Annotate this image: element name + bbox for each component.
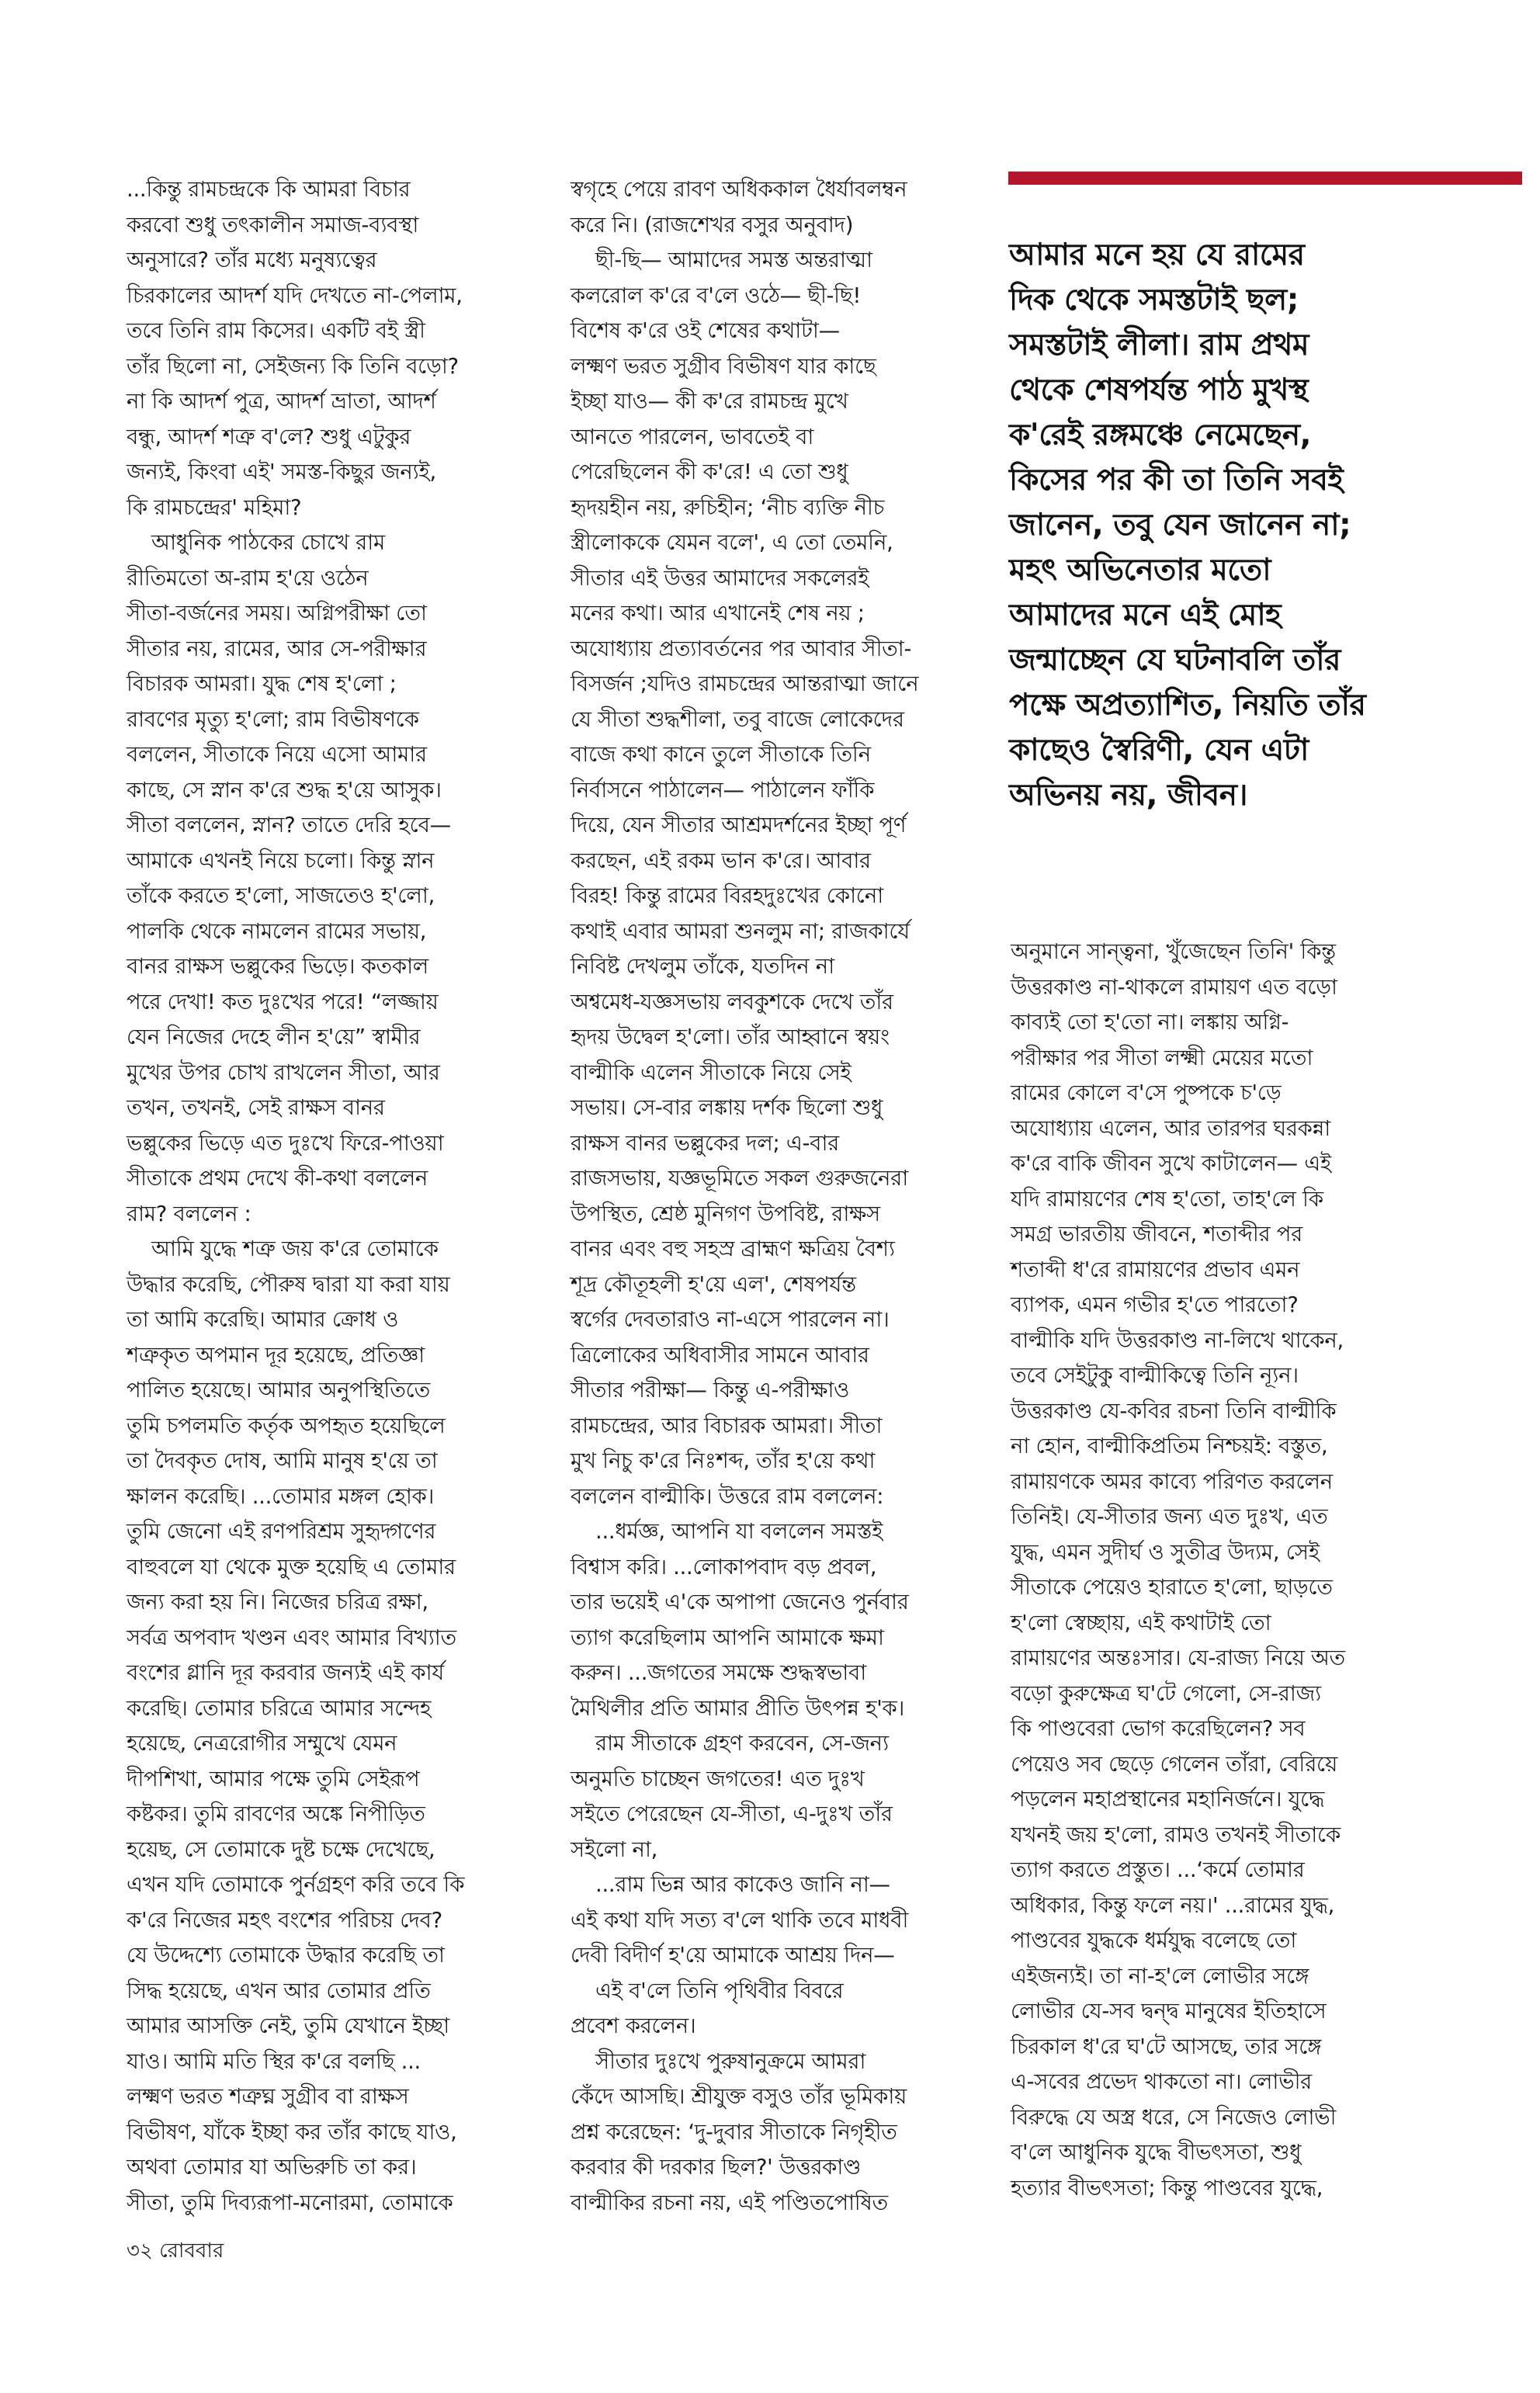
text-line: হয়েছ, সে তোমাকে দুষ্ট চক্ষে দেখেছে, bbox=[127, 1836, 435, 1862]
text-line: বিশ্বাস করি। ...লোকাপবাদ বড় প্রবল, bbox=[571, 1554, 877, 1580]
paragraph-start-line: রাম সীতাকে গ্রহণ করবেন, সে-জন্য bbox=[595, 1731, 889, 1756]
article-column-left bbox=[127, 172, 546, 2221]
paragraph-start-line: ছী-ছি— আমাদের সমস্ত অন্তরাত্মা bbox=[595, 248, 872, 272]
text-line: বানর এবং বহু সহস্র ব্রাহ্মণ ক্ষত্রিয় বৈশ্য bbox=[571, 1236, 895, 1261]
pull-quote-line: থেকে শেষপর্যন্ত পাঠ মুখস্থ bbox=[1009, 373, 1309, 408]
pull-quote-line: অভিনয় নয়, জীবন। bbox=[1009, 778, 1247, 813]
text-line: করবার কী দরকার ছিল?' উত্তরকাণ্ড bbox=[571, 2155, 862, 2180]
text-line: রামচন্দ্রের, আর বিচারক আমরা। সীতা bbox=[571, 1413, 883, 1438]
text-line: লোভীর যে-সব দ্বন্দ্ব মানুষের ইতিহাসে bbox=[1011, 1999, 1327, 2024]
text-line: তাঁকে করতে হ'লো, সাজতেও হ'লো, bbox=[127, 883, 435, 908]
text-line: ক্ষালন করেছি। ...তোমার মঙ্গল হোক। bbox=[127, 1483, 435, 1509]
text-line: ত্যাগ করেছিলাম আপনি আমাকে ক্ষমা bbox=[571, 1625, 884, 1650]
text-line: হত্যার বীভৎসতা; কিন্তু পাণ্ডবের যুদ্ধে, bbox=[1011, 2175, 1323, 2201]
text-line: না কি আদর্শ পুত্র, আদর্শ ভ্রাতা, আদর্শ bbox=[127, 389, 436, 414]
text-line: দিয়ে, যেন সীতার আশ্রমদর্শনের ইচ্ছা পূর্ণ bbox=[571, 813, 907, 838]
text-line: কি পাণ্ডবেরা ভোগ করেছিলেন? সব bbox=[1011, 1716, 1306, 1741]
text-line: তবে তিনি রাম কিসের। একটি বই স্ত্রী bbox=[127, 318, 425, 343]
text-line: শূদ্র কৌতূহলী হ'য়ে এল', শেষপর্যন্ত bbox=[571, 1271, 856, 1297]
text-line: পালকি থেকে নামলেন রামের সভায়, bbox=[127, 918, 427, 944]
text-line: পরীক্ষার পর সীতা লক্ষ্মী মেয়ের মতো bbox=[1011, 1045, 1313, 1070]
text-line: রামের কোলে ব'সে পুষ্পকে চ'ড়ে bbox=[1011, 1080, 1282, 1105]
text-line: রাম? বললেন : bbox=[127, 1201, 251, 1226]
text-line: স্বর্গের দেবতারাও না-এসে পারলেন না। bbox=[571, 1307, 890, 1332]
text-line: বাল্মীকির রচনা নয়, এই পণ্ডিতপোষিত bbox=[571, 2190, 888, 2215]
text-line: বিরহ! কিন্তু রামের বিরহদুঃখের কোনো bbox=[571, 883, 883, 908]
text-line: তার ভয়েই এ'কে অপাপা জেনেও পুর্নবার bbox=[571, 1590, 909, 1614]
quote-start-line: ...ধর্মজ্ঞ, আপনি যা বললেন সমস্তই bbox=[595, 1519, 883, 1544]
text-line: করুন। ...জগতের সমক্ষে শুদ্ধস্বভাবা bbox=[571, 1660, 866, 1685]
text-line: তুমি জেনো এই রণপরিশ্রম সুহৃদ্গণের bbox=[127, 1519, 436, 1544]
text-line: এই কথা যদি সত্য ব'লে থাকি তবে মাধবী bbox=[571, 1907, 909, 1933]
text-line: মৈথিলীর প্রতি আমার প্রীতি উৎপন্ন হ'ক। bbox=[571, 1695, 904, 1721]
text-line: সীতাকে পেয়েও হারাতে হ'লো, ছাড়তে bbox=[1011, 1575, 1333, 1600]
pull-quote-line: কাছেও স্বৈরিণী, যেন এটা bbox=[1009, 733, 1309, 768]
text-line: এখন যদি তোমাকে পুর্নগ্রহণ করি তবে কি bbox=[127, 1872, 465, 1897]
quote-start-line: ...রাম ভিন্ন আর কাকেও জানি না— bbox=[595, 1872, 890, 1897]
text-line: বাজে কথা কানে তুলে সীতাকে তিনি bbox=[571, 742, 871, 767]
text-line: বাল্মীকি যদি উত্তরকাণ্ড না-লিখে থাকেন, bbox=[1011, 1327, 1344, 1353]
text-line: করেছি। তোমার চরিত্রে আমার সন্দেহ bbox=[127, 1695, 432, 1721]
pull-quote-line: পক্ষে অপ্রত্যাশিত, নিয়তি তাঁর bbox=[1009, 688, 1366, 723]
text-line: উত্তরকাণ্ড না-থাকলে রামায়ণ এত বড়ো bbox=[1011, 974, 1337, 1000]
text-line: করবো শুধু তৎকালীন সমাজ-ব্যবস্থা bbox=[127, 212, 419, 238]
text-line: যদি রামায়ণের শেষ হ'তো, তাহ'লে কি bbox=[1011, 1186, 1323, 1212]
pull-quote-line: ক'রেই রঙ্গমঞ্চে নেমেছেন, bbox=[1009, 418, 1311, 453]
text-line: নিবিষ্ট দেখলুম তাঁকে, যতদিন না bbox=[571, 954, 834, 979]
text-line: বাহুবলে যা থেকে মুক্ত হয়েছি এ তোমার bbox=[127, 1554, 456, 1580]
text-line: অযোধ্যায় এলেন, আর তারপর ঘরকন্না bbox=[1011, 1115, 1330, 1141]
text-line: বিসর্জন ;যদিও রামচন্দ্রের আন্তরাত্মা জানে bbox=[571, 671, 919, 696]
text-line: শতাব্দী ধ'রে রামায়ণের প্রভাব এমন bbox=[1011, 1257, 1300, 1282]
text-line: করে নি। (রাজশেখর বসুর অনুবাদ) bbox=[571, 212, 854, 238]
text-line: বাল্মীকি এলেন সীতাকে নিয়ে সেই bbox=[571, 1060, 852, 1085]
pull-quote-line: কিসের পর কী তা তিনি সবই bbox=[1009, 463, 1344, 498]
text-line: রীতিমতো অ-রাম হ'য়ে ওঠেন bbox=[127, 565, 369, 591]
text-line: কলরোল ক'রে ব'লে ওঠে— ছী-ছি! bbox=[571, 283, 862, 308]
text-line: হৃদয় উদ্বেল হ'লো। তাঁর আহ্বানে স্বয়ং bbox=[571, 1025, 890, 1049]
article-column-middle bbox=[571, 172, 974, 2221]
text-line: না হোন, বাল্মীকিপ্রতিম নিশ্চয়ই: বস্তুত, bbox=[1011, 1434, 1328, 1458]
text-line: পড়লেন মহাপ্রস্থানের মহানির্জনে। যুদ্ধে bbox=[1011, 1787, 1325, 1812]
text-line: তা দৈবকৃত দোষ, আমি মানুষ হ'য়ে তা bbox=[127, 1448, 438, 1473]
text-line: পেরেছিলেন কী ক'রে! এ তো শুধু bbox=[571, 460, 848, 484]
text-line: চিরকালের আদর্শ যদি দেখতে না-পেলাম, bbox=[127, 283, 463, 308]
text-line: বিচারক আমরা। যুদ্ধ শেষ হ'লো ; bbox=[127, 671, 397, 696]
text-line: সীতার এই উত্তর আমাদের সকলেরই bbox=[571, 565, 869, 591]
text-line: রামায়ণের অন্তঃসার। যে-রাজ্য নিয়ে অত bbox=[1011, 1646, 1345, 1670]
text-line: রাবণের মৃত্যু হ'লো; রাম বিভীষণকে bbox=[127, 706, 419, 732]
paragraph-start-line: আধুনিক পাঠকের চোখে রাম bbox=[151, 530, 385, 555]
paragraph-start-line: সীতার দুঃখে পুরুষানুক্রমে আমরা bbox=[595, 2048, 866, 2074]
text-line: ইচ্ছা যাও— কী ক'রে রামচন্দ্র মুখে bbox=[571, 389, 848, 414]
pull-quote-line: দিক থেকে সমস্তটাই ছল; bbox=[1009, 283, 1299, 317]
text-line: স্বগৃহে পেয়ে রাবণ অধিককাল ধৈর্যাবলম্বন bbox=[571, 177, 907, 202]
text-line: নির্বাসনে পাঠালেন— পাঠালেন ফাঁকি bbox=[571, 777, 875, 803]
text-line: উপস্থিত, শ্রেষ্ঠ মুনিগণ উপবিষ্ট, রাক্ষস bbox=[571, 1201, 880, 1226]
text-line: এইজন্যই। তা না-হ'লে লোভীর সঙ্গে bbox=[1011, 1963, 1309, 1989]
text-line: যে উদ্দেশ্যে তোমাকে উদ্ধার করেছি তা bbox=[127, 1943, 445, 1968]
text-line: বিভীষণ, যাঁকে ইচ্ছা কর তাঁর কাছে যাও, bbox=[127, 2119, 457, 2145]
pull-quote bbox=[1009, 233, 1490, 818]
text-line: তা আমি করেছি। আমার ক্রোধ ও bbox=[127, 1307, 399, 1332]
text-line: দেবী বিদীর্ণ হ'য়ে আমাকে আশ্রয় দিন— bbox=[571, 1943, 895, 1968]
text-line: অথবা তোমার যা অভিরুচি তা কর। bbox=[127, 2155, 417, 2180]
text-line: ব'লে আধুনিক যুদ্ধে বীভৎসতা, শুধু bbox=[1011, 2140, 1302, 2165]
text-line: তিনিই। যে-সীতার জন্য এত দুঃখ, এত bbox=[1011, 1504, 1328, 1529]
text-line: সীতার পরীক্ষা— কিন্তু এ-পরীক্ষাও bbox=[571, 1378, 850, 1403]
text-line: সীতা-বর্জনের সময়। অগ্নিপরীক্ষা তো bbox=[127, 601, 427, 626]
text-line: আমার আসক্তি নেই, তুমি যেখানে ইচ্ছা bbox=[127, 2013, 449, 2038]
text-line: পেয়েও সব ছেড়ে গেলেন তাঁরা, বেরিয়ে bbox=[1011, 1751, 1337, 1777]
text-line: সভায়। সে-বার লঙ্কায় দর্শক ছিলো শুধু bbox=[571, 1095, 883, 1120]
text-line: অনুমতি চাচ্ছেন জগতের! এত দুঃখ bbox=[571, 1766, 865, 1791]
text-line: রামায়ণকে অমর কাব্যে পরিণত করলেন bbox=[1011, 1469, 1333, 1494]
text-line: সমগ্র ভারতীয় জীবনে, শতাব্দীর পর bbox=[1011, 1222, 1302, 1247]
text-line: পাণ্ডবের যুদ্ধকে ধর্মযুদ্ধ বলেছে তো bbox=[1011, 1928, 1297, 1953]
text-line: যুদ্ধ, এমন সুদীর্ঘ ও সুতীব্র উদ্যম, সেই bbox=[1011, 1539, 1320, 1565]
text-line: সিদ্ধ হয়েছে, এখন আর তোমার প্রতি bbox=[127, 1978, 431, 2003]
text-line: অনুমানে সান্ত্বনা, খুঁজেছেন তিনি' কিন্তু bbox=[1011, 939, 1336, 964]
text-line: তুমি চপলমতি কর্তৃক অপহৃত হয়েছিলে bbox=[127, 1413, 446, 1438]
text-line: মুখের উপর চোখ রাখলেন সীতা, আর bbox=[127, 1060, 440, 1085]
text-line: পরে দেখা! কত দুঃখের পরে! “লজ্জায় bbox=[127, 989, 439, 1014]
text-line: শত্রুকৃত অপমান দূর হয়েছে, প্রতিজ্ঞা bbox=[127, 1342, 425, 1368]
text-line: বিরুদ্ধে যে অস্ত্র ধরে, সে নিজেও লোভী bbox=[1011, 2104, 1337, 2130]
text-line: তাঁর ছিলো না, সেইজন্য কি তিনি বড়ো? bbox=[127, 353, 459, 379]
pull-quote-line: আমাদের মনে এই মোহ bbox=[1009, 598, 1282, 633]
text-line: স্ত্রীলোককে যেমন বলে', এ তো তেমনি, bbox=[571, 530, 893, 555]
pull-quote-line: জন্মাচ্ছেন যে ঘটনাবলি তাঁর bbox=[1009, 643, 1341, 678]
text-line: প্রবেশ করলেন। bbox=[571, 2013, 696, 2038]
text-line: ...কিন্তু রামচন্দ্রকে কি আমরা বিচার bbox=[127, 177, 411, 202]
text-line: জন্যই, কিংবা এই' সমস্ত-কিছুর জন্যই, bbox=[127, 460, 436, 484]
text-line: লক্ষ্মণ ভরত শত্রুঘ্ন সুগ্রীব বা রাক্ষস bbox=[127, 2084, 409, 2109]
text-line: যে সীতা শুদ্ধশীলা, তবু বাজে লোকেদের bbox=[571, 706, 904, 732]
pull-quote-line: সমস্তটাই লীলা। রাম প্রথম bbox=[1009, 328, 1309, 362]
paragraph-start-line: আমি যুদ্ধে শত্রু জয় ক'রে তোমাকে bbox=[151, 1236, 439, 1261]
text-line: এ-সবের প্রভেদ থাকতো না। লোভীর bbox=[1011, 2069, 1312, 2094]
text-line: উত্তরকাণ্ড যে-কবির রচনা তিনি বাল্মীকি bbox=[1011, 1398, 1337, 1424]
text-line: ভল্লুকের ভিড়ে এত দুঃখে ফিরে-পাওয়া bbox=[127, 1130, 444, 1156]
text-line: আনতে পারলেন, ভাবতেই বা bbox=[571, 424, 814, 449]
text-line: বিশেষ ক'রে ওই শেষের কথাটা— bbox=[571, 318, 840, 343]
text-line: সইতে পেরেছেন যে-সীতা, এ-দুঃখ তাঁর bbox=[571, 1802, 893, 1826]
text-line: অযোধ্যায় প্রত্যাবর্তনের পর আবার সীতা- bbox=[571, 636, 912, 661]
text-line: কথাই এবার আমরা শুনলুম না; রাজকার্যে bbox=[571, 918, 910, 944]
text-line: হৃদয়হীন নয়, রুচিহীন; ‘নীচ ব্যক্তি নীচ bbox=[571, 494, 885, 520]
text-line: করছেন, এই রকম ভান ক'রে। আবার bbox=[571, 848, 871, 873]
pull-quote-line: মহৎ অভিনেতার মতো bbox=[1009, 553, 1271, 588]
text-line: সীতা, তুমি দিব্যরূপা-মনোরমা, তোমাকে bbox=[127, 2190, 453, 2215]
text-line: যখনই জয় হ'লো, রামও তখনই সীতাকে bbox=[1011, 1822, 1341, 1847]
text-line: সইলো না, bbox=[571, 1836, 658, 1862]
text-line: সীতাকে প্রথম দেখে কী-কথা বললেন bbox=[127, 1166, 428, 1191]
text-line: বানর রাক্ষস ভল্লুকের ভিড়ে। কতকাল bbox=[127, 954, 428, 979]
text-line: হ'লো স্বেচ্ছায়, এই কথাটাই তো bbox=[1011, 1610, 1271, 1635]
text-line: জন্য করা হয় নি। নিজের চরিত্র রক্ষা, bbox=[127, 1590, 428, 1614]
page-folio: ৩২ রোববার bbox=[127, 2239, 224, 2263]
text-line: দীপশিখা, আমার পক্ষে তুমি সেইরূপ bbox=[127, 1766, 420, 1791]
text-line: কাছে, সে স্নান ক'রে শুদ্ধ হ'য়ে আসুক। bbox=[127, 777, 442, 803]
text-line: কাব্যই তো হ'তো না। লঙ্কায় অগ্নি- bbox=[1011, 1010, 1289, 1035]
text-line: বললেন, সীতাকে নিয়ে এসো আমার bbox=[127, 742, 427, 767]
text-line: উদ্ধার করেছি, পৌরুষ দ্বারা যা করা যায় bbox=[127, 1271, 450, 1297]
text-line: কেঁদে আসছি। শ্রীযুক্ত বসুও তাঁর ভূমিকায় bbox=[571, 2084, 907, 2109]
text-line: কষ্টকর। তুমি রাবণের অঙ্কে নিপীড়িত bbox=[127, 1802, 425, 1826]
text-line: তবে সেইটুকু বাল্মীকিত্বে তিনি ন্যূন। bbox=[1011, 1363, 1299, 1388]
text-line: মনের কথা। আর এখানেই শেষ নয় ; bbox=[571, 601, 865, 626]
text-line: বললেন বাল্মীকি। উত্তরে রাম বললেন: bbox=[571, 1483, 884, 1509]
text-line: মুখ নিচু ক'রে নিঃশব্দ, তাঁর হ'য়ে কথা bbox=[571, 1448, 876, 1473]
text-line: বন্ধু, আদর্শ শত্রু ব'লে? শুধু এটুকুর bbox=[127, 424, 411, 449]
text-line: অধিকার, কিন্তু ফলে নয়।' ...রামের যুদ্ধ, bbox=[1011, 1892, 1335, 1918]
text-line: রাক্ষস বানর ভল্লুকের দল; এ-বার bbox=[571, 1130, 839, 1156]
text-line: বংশের গ্লানি দূর করবার জন্যই এই কার্য bbox=[127, 1660, 444, 1685]
text-line: ক'রে নিজের মহৎ বংশের পরিচয় দেব? bbox=[127, 1907, 442, 1933]
pull-quote-line: আমার মনে হয় যে রামের bbox=[1009, 238, 1305, 272]
pull-quote-line: জানেন, তবু যেন জানেন না; bbox=[1009, 508, 1351, 543]
text-line: তখন, তখনই, সেই রাক্ষস বানর bbox=[127, 1095, 385, 1120]
text-line: সীতার নয়, রামের, আর সে-পরীক্ষার bbox=[127, 636, 427, 661]
text-line: ত্যাগ করতে প্রস্তুত। ...‘কর্মে তোমার bbox=[1011, 1857, 1305, 1882]
text-line: পালিত হয়েছে। আমার অনুপস্থিতিতে bbox=[127, 1378, 431, 1403]
text-line: যাও। আমি মতি স্থির ক'রে বলছি ... bbox=[127, 2048, 421, 2074]
text-line: সর্বত্র অপবাদ খণ্ডন এবং আমার বিখ্যাত bbox=[127, 1625, 456, 1650]
text-line: অনুসারে? তাঁর মধ্যে মনুষ্যত্বের bbox=[127, 248, 377, 272]
text-line: যেন নিজের দেহে লীন হ'য়ে” স্বামীর bbox=[127, 1025, 421, 1049]
text-line: ক'রে বাকি জীবন সুখে কাটালেন— এই bbox=[1011, 1151, 1331, 1176]
text-line: চিরকাল ধ'রে ঘ'টে আসছে, তার সঙ্গে bbox=[1011, 2034, 1322, 2059]
red-accent-bar bbox=[1008, 172, 1522, 185]
text-line: বড়ো কুরুক্ষেত্র ঘ'টে গেলো, সে-রাজ্য bbox=[1011, 1680, 1321, 1706]
text-line: ব্যাপক, এমন গভীর হ'তে পারতো? bbox=[1011, 1292, 1299, 1317]
text-line: কি রামচন্দ্রের' মহিমা? bbox=[127, 494, 302, 520]
text-line: অশ্বমেধ-যজ্ঞসভায় লবকুশকে দেখে তাঁর bbox=[571, 989, 893, 1014]
text-line: ত্রিলোকের অধিবাসীর সামনে আবার bbox=[571, 1342, 869, 1368]
text-line: রাজসভায়, যজ্ঞভূমিতে সকল গুরুজনেরা bbox=[571, 1166, 908, 1191]
article-column-right bbox=[1011, 935, 1414, 2206]
text-line: প্রশ্ন করেছেন: ‘দু-দুবার সীতাকে নিগৃহীত bbox=[571, 2119, 897, 2145]
paragraph-start-line: এই ব'লে তিনি পৃথিবীর বিবরে bbox=[595, 1978, 844, 2003]
text-line: হয়েছে, নেত্ররোগীর সম্মুখে যেমন bbox=[127, 1731, 397, 1756]
text-line: আমাকে এখনই নিয়ে চলো। কিন্তু স্নান bbox=[127, 848, 435, 873]
text-line: লক্ষ্মণ ভরত সুগ্রীব বিভীষণ যার কাছে bbox=[571, 353, 876, 379]
text-line: সীতা বললেন, স্নান? তাতে দেরি হবে— bbox=[127, 813, 451, 838]
